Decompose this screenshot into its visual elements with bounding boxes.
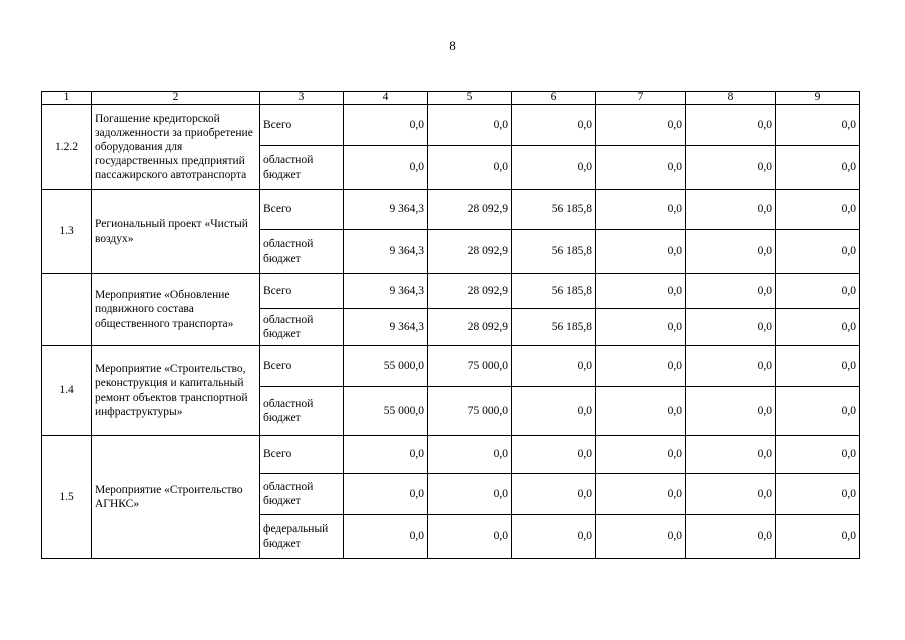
funding-source: Всего (260, 436, 344, 474)
value-cell: 0,0 (596, 515, 686, 559)
value-cell: 0,0 (686, 309, 776, 346)
value-cell: 0,0 (596, 274, 686, 309)
value-cell: 9 364,3 (344, 190, 428, 230)
value-cell: 0,0 (512, 146, 596, 190)
value-cell: 56 185,8 (512, 309, 596, 346)
value-cell: 75 000,0 (428, 346, 512, 387)
value-cell: 0,0 (344, 146, 428, 190)
value-cell: 0,0 (596, 474, 686, 515)
value-cell: 56 185,8 (512, 274, 596, 309)
value-cell: 56 185,8 (512, 190, 596, 230)
value-cell: 0,0 (686, 230, 776, 274)
value-cell: 0,0 (344, 474, 428, 515)
value-cell: 0,0 (686, 515, 776, 559)
value-cell: 0,0 (596, 436, 686, 474)
value-cell: 0,0 (512, 346, 596, 387)
value-cell: 0,0 (776, 346, 860, 387)
value-cell: 0,0 (776, 105, 860, 146)
table-row (42, 346, 860, 387)
funding-source: областной бюджет (260, 230, 344, 274)
item-name: Мероприятие «Строительство, реконструкция и капитальный ремонт объектов транспортной инфраструктуры» (92, 346, 260, 436)
value-cell: 0,0 (686, 387, 776, 436)
header-cell: 3 (260, 92, 344, 105)
funding-source: областной бюджет (260, 387, 344, 436)
value-cell: 0,0 (596, 346, 686, 387)
value-cell: 28 092,9 (428, 274, 512, 309)
table-row (42, 105, 860, 146)
item-code: 1.2.2 (42, 105, 92, 190)
item-code: 1.5 (42, 436, 92, 559)
table-row (42, 436, 860, 474)
value-cell: 0,0 (686, 105, 776, 146)
value-cell: 56 185,8 (512, 230, 596, 274)
value-cell: 0,0 (596, 190, 686, 230)
value-cell: 0,0 (776, 387, 860, 436)
value-cell: 0,0 (512, 436, 596, 474)
value-cell: 0,0 (512, 105, 596, 146)
value-cell: 55 000,0 (344, 387, 428, 436)
item-name: Погашение кредиторской задолженности за приобретение оборудования для государственных предприятий пассажирского автотранспорта (92, 105, 260, 190)
table-row (42, 190, 860, 230)
item-name: Региональный проект «Чистый воздух» (92, 190, 260, 274)
value-cell: 0,0 (428, 146, 512, 190)
funding-source: федеральный бюджет (260, 515, 344, 559)
value-cell: 0,0 (686, 146, 776, 190)
funding-source: областной бюджет (260, 146, 344, 190)
funding-source: областной бюджет (260, 309, 344, 346)
value-cell: 0,0 (596, 146, 686, 190)
item-name: Мероприятие «Обновление подвижного состава общественного транспорта» (92, 274, 260, 346)
value-cell: 0,0 (686, 346, 776, 387)
value-cell: 0,0 (512, 515, 596, 559)
value-cell: 0,0 (512, 474, 596, 515)
value-cell: 0,0 (776, 515, 860, 559)
value-cell: 9 364,3 (344, 309, 428, 346)
value-cell: 0,0 (686, 474, 776, 515)
funding-source: Всего (260, 105, 344, 146)
value-cell: 0,0 (776, 436, 860, 474)
value-cell: 0,0 (686, 190, 776, 230)
value-cell: 0,0 (428, 105, 512, 146)
funding-source: Всего (260, 190, 344, 230)
header-cell: 9 (776, 92, 860, 105)
value-cell: 0,0 (776, 190, 860, 230)
header-cell: 4 (344, 92, 428, 105)
budget-table (41, 91, 860, 559)
value-cell: 55 000,0 (344, 346, 428, 387)
value-cell: 0,0 (776, 230, 860, 274)
value-cell: 28 092,9 (428, 230, 512, 274)
header-cell: 1 (42, 92, 92, 105)
value-cell: 28 092,9 (428, 190, 512, 230)
value-cell: 0,0 (344, 515, 428, 559)
item-code: 1.4 (42, 346, 92, 436)
header-cell: 6 (512, 92, 596, 105)
table-row (42, 274, 860, 309)
value-cell: 9 364,3 (344, 230, 428, 274)
value-cell: 0,0 (344, 105, 428, 146)
funding-source: областной бюджет (260, 474, 344, 515)
value-cell: 9 364,3 (344, 274, 428, 309)
item-code: 1.3 (42, 190, 92, 274)
header-cell: 7 (596, 92, 686, 105)
value-cell: 0,0 (512, 387, 596, 436)
value-cell: 28 092,9 (428, 309, 512, 346)
value-cell: 0,0 (686, 274, 776, 309)
funding-source: Всего (260, 274, 344, 309)
value-cell: 0,0 (596, 309, 686, 346)
value-cell: 0,0 (428, 436, 512, 474)
value-cell: 0,0 (596, 230, 686, 274)
value-cell: 75 000,0 (428, 387, 512, 436)
value-cell: 0,0 (428, 515, 512, 559)
page-number: 8 (449, 38, 456, 53)
value-cell: 0,0 (776, 146, 860, 190)
value-cell: 0,0 (776, 309, 860, 346)
value-cell: 0,0 (776, 274, 860, 309)
value-cell: 0,0 (428, 474, 512, 515)
item-code (42, 274, 92, 346)
header-row (42, 92, 860, 105)
header-cell: 5 (428, 92, 512, 105)
item-name: Мероприятие «Строительство АГНКС» (92, 436, 260, 559)
value-cell: 0,0 (596, 387, 686, 436)
value-cell: 0,0 (776, 474, 860, 515)
header-cell: 8 (686, 92, 776, 105)
header-cell: 2 (92, 92, 260, 105)
value-cell: 0,0 (686, 436, 776, 474)
funding-source: Всего (260, 346, 344, 387)
table-body (42, 92, 860, 559)
value-cell: 0,0 (344, 436, 428, 474)
value-cell: 0,0 (596, 105, 686, 146)
